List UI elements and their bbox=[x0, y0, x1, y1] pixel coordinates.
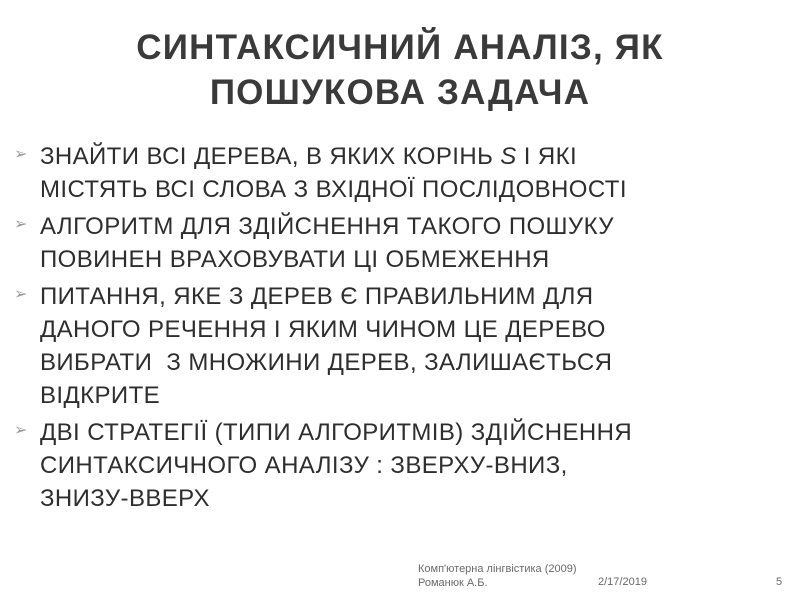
hollow-arrow-bullet-icon: ➢ bbox=[14, 146, 28, 163]
bullet-1-text-symbol: S bbox=[500, 143, 517, 170]
hollow-arrow-bullet-icon: ➢ bbox=[14, 216, 28, 233]
footer-author-text: Комп'ютерна лінгвістика (2009) Романюк А.Б. bbox=[418, 563, 577, 589]
hollow-arrow-bullet-icon: ➢ bbox=[14, 422, 28, 439]
bullet-list bbox=[14, 140, 784, 519]
footer-page-number: 5 bbox=[776, 576, 783, 588]
bullet-item-4 bbox=[14, 416, 784, 515]
bullet-3-line-4: ВІДКРИТЕ bbox=[40, 382, 161, 409]
bullet-item-2 bbox=[14, 210, 784, 276]
bullet-1-line-2: МІСТЯТЬ ВСІ СЛОВА З ВХІДНОЇ ПОСЛІДОВНОСТІ bbox=[40, 176, 627, 203]
bullet-4-line-2: СИНТАКСИЧНОГО АНАЛІЗУ : ЗВЕРХУ-ВНИЗ, bbox=[40, 452, 568, 479]
slide-footer bbox=[0, 560, 800, 600]
bullet-1-line-1 bbox=[40, 140, 784, 173]
bullet-item-1 bbox=[14, 140, 784, 206]
bullet-1-text-pre: ЗНАЙТИ ВСІ ДЕРЕВА, В ЯКИХ КОРІНЬ bbox=[40, 143, 501, 170]
bullet-2-line-1: АЛГОРИТМ ДЛЯ ЗДІЙСНЕННЯ ТАКОГО ПОШУКУ bbox=[40, 213, 614, 240]
footer-author bbox=[418, 562, 588, 590]
slide-title-line-1: СИНТАКСИЧНИЙ АНАЛІЗ, ЯК bbox=[136, 28, 664, 67]
bullet-2-line-2: ПОВИНЕН ВРАХОВУВАТИ ЦІ ОБМЕЖЕННЯ bbox=[40, 246, 550, 273]
bullet-4-line-3: ЗНИЗУ-ВВЕРХ bbox=[40, 485, 210, 512]
bullet-4-line-1: ДВІ СТРАТЕГІЇ (ТИПИ АЛГОРИТМІВ) ЗДІЙСНЕННЯ bbox=[40, 419, 633, 446]
slide-title-line-2: ПОШУКОВА ЗАДАЧА bbox=[209, 73, 591, 112]
footer-date: 2/17/2019 bbox=[598, 576, 647, 588]
bullet-3-line-1: ПИТАННЯ, ЯКЕ З ДЕРЕВ Є ПРАВИЛЬНИМ ДЛЯ bbox=[40, 283, 594, 310]
hollow-arrow-bullet-icon: ➢ bbox=[14, 286, 28, 303]
slide-title bbox=[60, 25, 740, 115]
bullet-3-line-2: ДАНОГО РЕЧЕННЯ І ЯКИМ ЧИНОМ ЦЕ ДЕРЕВО bbox=[40, 316, 606, 343]
bullet-3-line-3: ВИБРАТИ З МНОЖИНИ ДЕРЕВ, ЗАЛИШАЄТЬСЯ bbox=[40, 349, 613, 376]
bullet-item-3 bbox=[14, 280, 784, 412]
bullet-1-text-post: І ЯКІ bbox=[516, 143, 578, 170]
